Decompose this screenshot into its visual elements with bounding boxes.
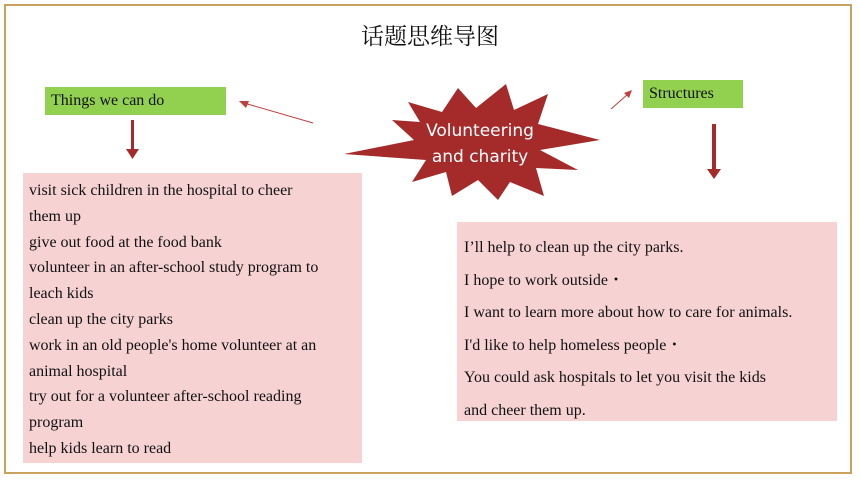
things-line: animal hospital bbox=[29, 362, 128, 380]
things-line: volunteer in an after-school study program to bbox=[29, 259, 319, 277]
down-arrow-things-head bbox=[126, 149, 139, 159]
things-line: visit sick children in the hospital to cheer bbox=[29, 182, 293, 199]
things-line: help kids learn to read bbox=[29, 439, 172, 457]
arrow-to-structures bbox=[611, 94, 628, 109]
structures-box bbox=[457, 222, 837, 421]
center-topic-label bbox=[410, 118, 550, 170]
things-we-can-do-label: Things we can do bbox=[45, 87, 226, 115]
things-we-can-do-box bbox=[23, 173, 362, 463]
structure-line: I want to learn more about how to care for animals. bbox=[464, 304, 793, 322]
things-line: them up bbox=[29, 207, 81, 225]
things-line: try out for a volunteer after-school reading bbox=[29, 388, 302, 406]
things-line: give out food at the food bank bbox=[29, 233, 222, 251]
things-line: work in an old people's home volunteer at an bbox=[29, 336, 317, 354]
arrow-to-things-head bbox=[239, 101, 249, 108]
things-line: clean up the city parks bbox=[29, 310, 173, 328]
structure-line: You could ask hospitals to let you visit the kids bbox=[464, 369, 766, 387]
down-arrow-structures-head bbox=[707, 169, 721, 179]
down-arrow-things-shaft bbox=[131, 120, 134, 150]
center-topic-line1: Volunteering bbox=[426, 121, 534, 141]
structure-line: I'd like to help homeless people・ bbox=[464, 336, 683, 354]
things-line: program bbox=[29, 414, 84, 432]
things-line: leach kids bbox=[29, 285, 94, 303]
structure-line: I hope to work outside・ bbox=[464, 271, 624, 289]
center-topic-line2: and charity bbox=[431, 147, 529, 167]
down-arrow-structures-shaft bbox=[712, 124, 716, 170]
arrow-to-things bbox=[244, 103, 313, 123]
structure-line: I’ll help to clean up the city parks. bbox=[464, 239, 684, 256]
structures-label: Structures bbox=[643, 80, 743, 108]
structure-line: and cheer them up. bbox=[464, 401, 586, 419]
mind-map-title: 话题思维导图 bbox=[361, 24, 499, 50]
